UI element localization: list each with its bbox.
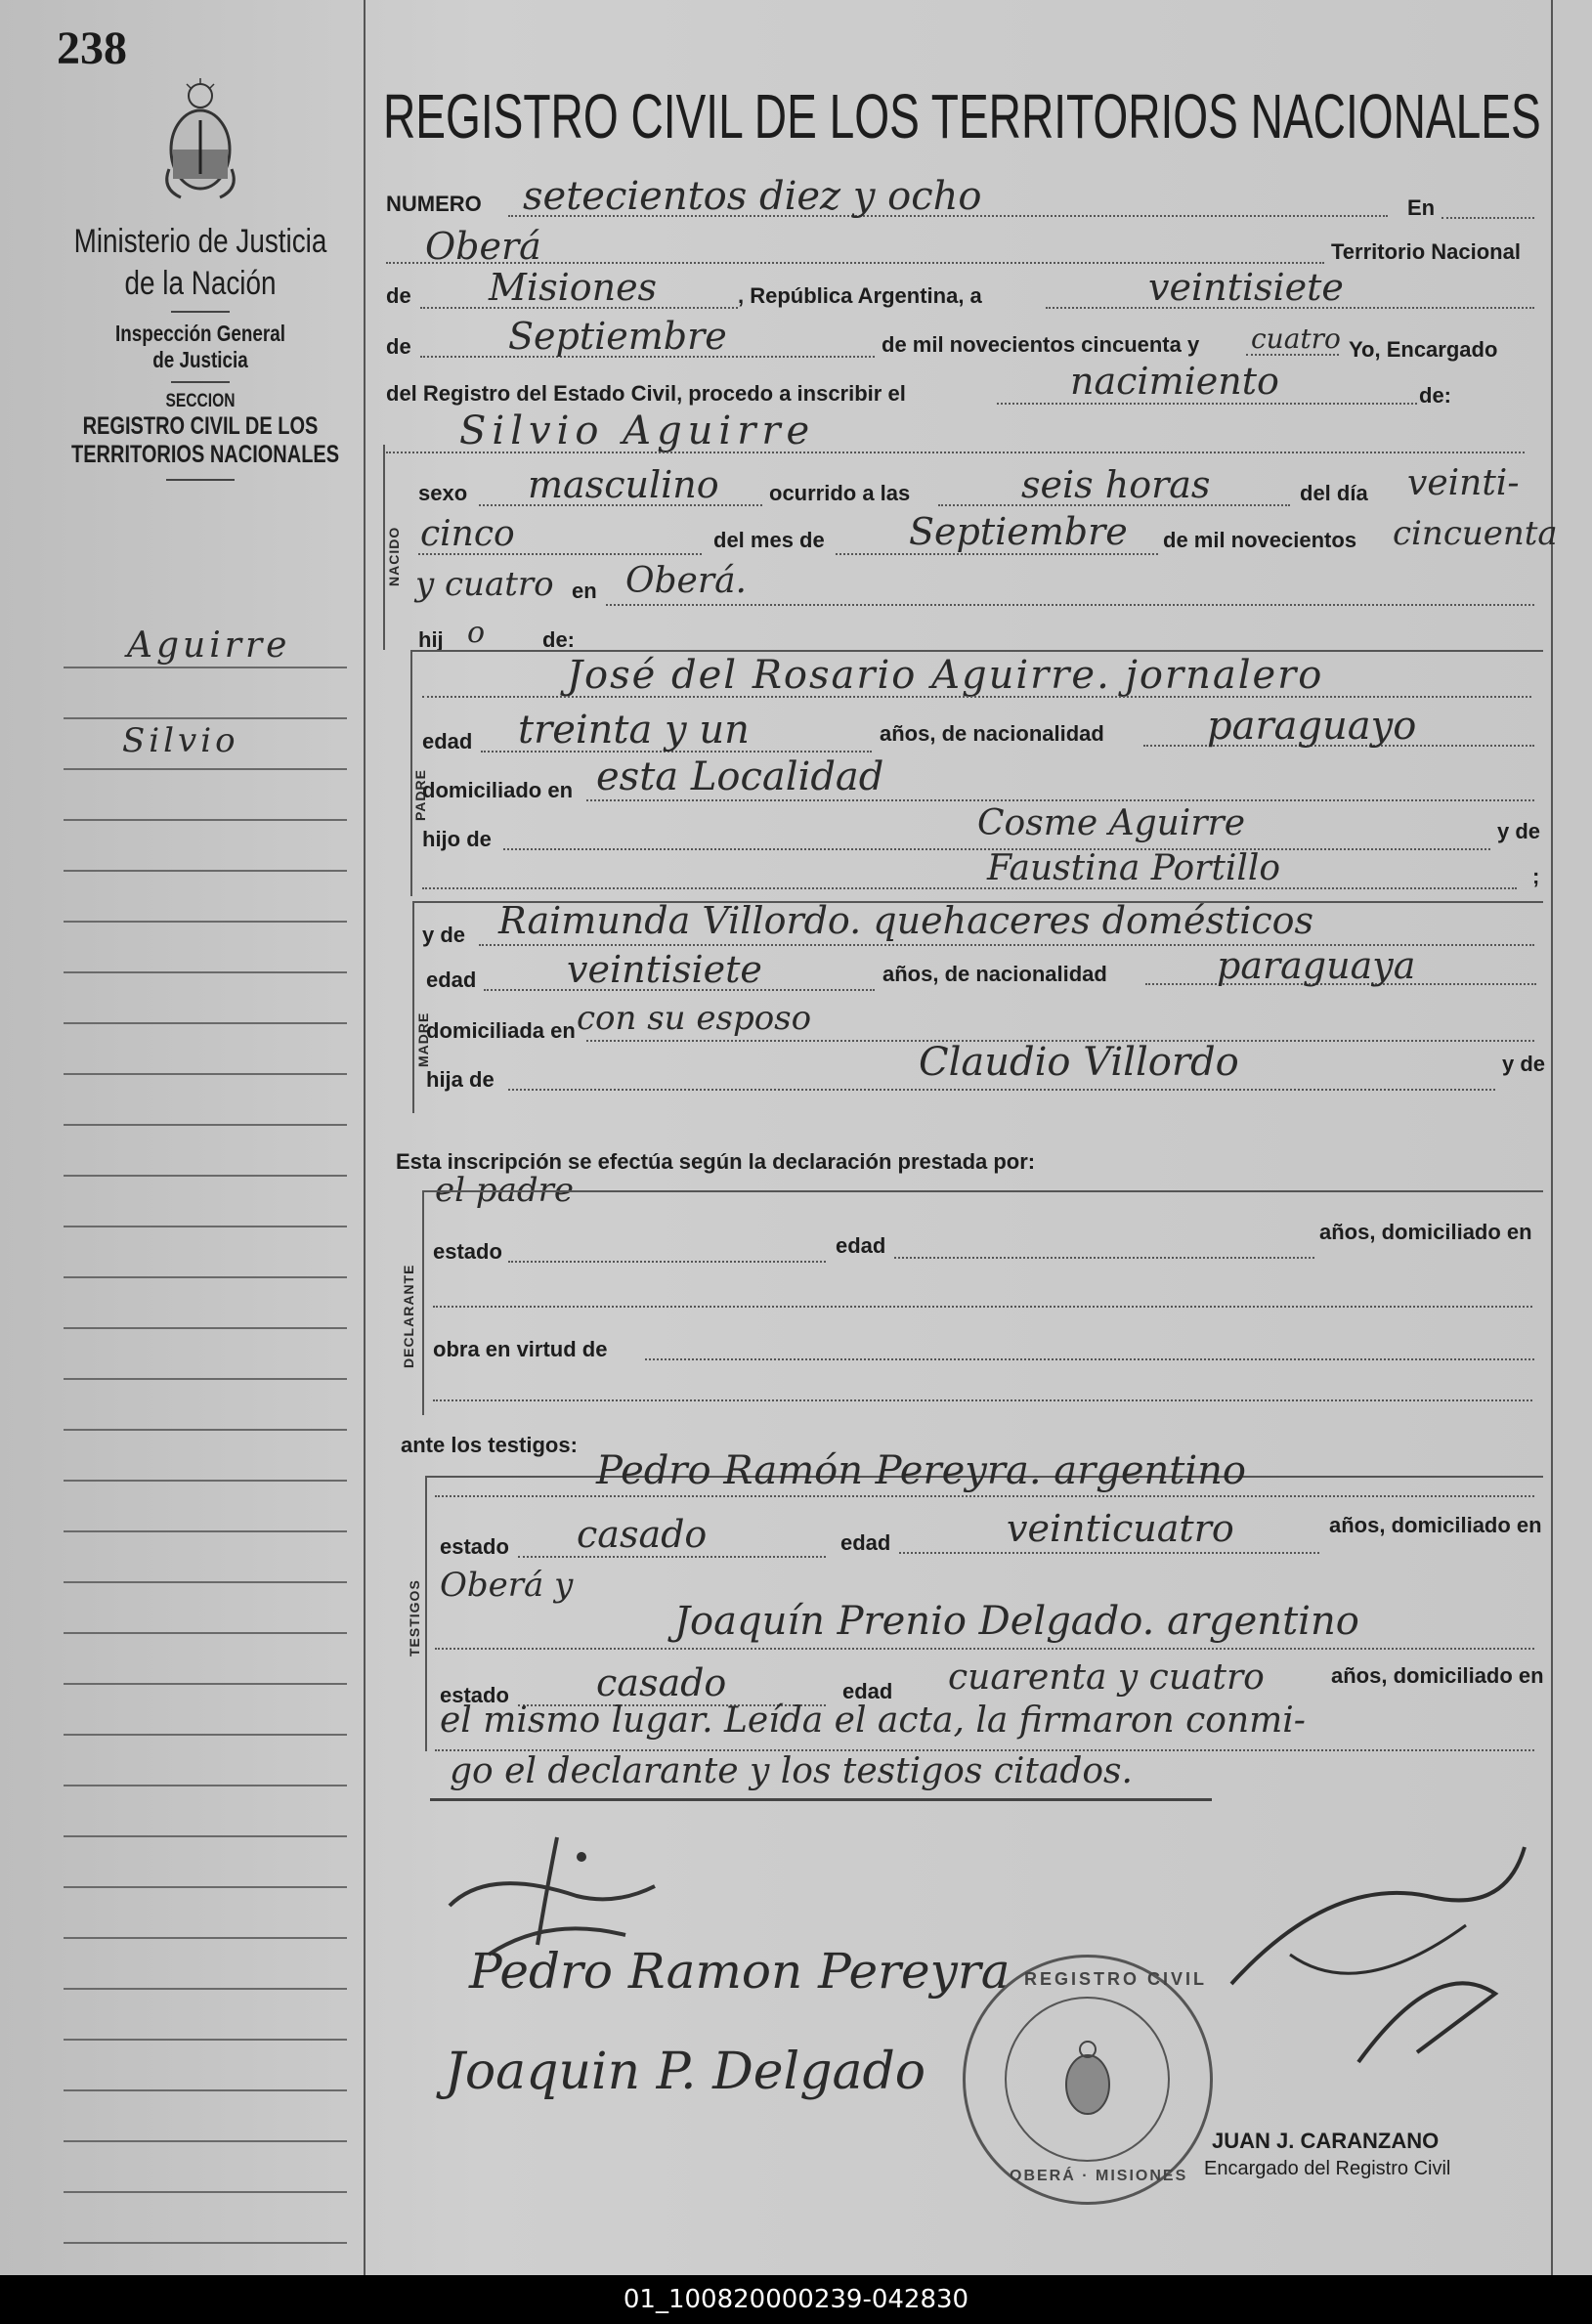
madre-nac-value: paraguaya <box>1217 944 1416 987</box>
year-value: cuatro <box>1251 323 1341 355</box>
testigo-1-estado-line <box>518 1556 826 1558</box>
testigo-2-line <box>435 1648 1534 1650</box>
declarante-edad-line <box>894 1257 1314 1259</box>
territorio-label: Territorio Nacional <box>1331 239 1521 264</box>
margin-ruled-line <box>64 1276 347 1278</box>
declarante-anos-label: años, domiciliado en <box>1319 1220 1532 1244</box>
inspection-line-1: Inspección General <box>114 321 285 346</box>
margin-given-name: Silvio <box>122 721 239 760</box>
margin-ruled-line <box>64 1581 347 1583</box>
margin-ruled-line <box>64 921 347 923</box>
margin-ruled-line <box>64 819 347 821</box>
registrant-name: Silvio Aguirre <box>459 409 816 453</box>
declarante-final-line <box>433 1399 1532 1401</box>
ministry-line-1: Ministerio de Justicia <box>73 223 327 260</box>
testigo-2-edad-value: cuarenta y cuatro <box>948 1657 1265 1698</box>
mes-line <box>836 553 1158 555</box>
margin-ruled-line <box>64 1632 347 1634</box>
margin-ruled-line <box>64 1937 347 1939</box>
anio-value-a: cincuenta <box>1393 514 1558 553</box>
padre-domicilio-label: domiciliado en <box>422 778 574 802</box>
padre-edad-label: edad <box>422 729 473 753</box>
margin-ruled-line <box>64 1886 347 1888</box>
anio-value-b: y cuatro <box>415 565 554 604</box>
ministry-divider <box>171 311 230 313</box>
padre-domicilio-line <box>586 799 1534 801</box>
madre-edad-label: edad <box>426 968 477 992</box>
de-label-2: de <box>386 334 411 359</box>
padre-y-de-label: y de <box>1497 819 1541 843</box>
padre-edad-value: treinta y un <box>518 708 750 753</box>
registry-seal <box>963 1955 1213 2205</box>
republica-label: , República Argentina, a <box>738 283 982 308</box>
margin-surname: Aguirre <box>127 625 291 666</box>
testigo-2-anos-label: años, domiciliado en <box>1331 1663 1544 1688</box>
image-id-footer: 01_100820000239-042830 <box>0 2275 1592 2324</box>
month-value: Septiembre <box>508 315 727 358</box>
padre-hijo-label: hijo de <box>422 827 492 851</box>
madre-side-label: MADRE <box>415 1011 431 1067</box>
madre-domicilio-value: con su esposo <box>577 999 812 1038</box>
margin-ruled-line <box>64 1327 347 1329</box>
official-signature-icon <box>1212 1837 1544 2096</box>
numero-value: setecientos diez y ocho <box>523 174 982 219</box>
closing-underline <box>430 1798 1212 1801</box>
en-line <box>1441 217 1534 219</box>
nacido-side-label: NACIDO <box>386 526 402 586</box>
testigo-1-estado-value: casado <box>577 1513 708 1556</box>
yo-label: Yo, Encargado <box>1349 337 1498 362</box>
inspection-divider <box>171 381 230 383</box>
inspection-line-2: de Justicia <box>152 347 248 372</box>
margin-ruled-line <box>64 2140 347 2142</box>
witness-2-signature: Joaquin P. Delgado <box>445 2043 926 2101</box>
margin-ruled-line <box>64 1683 347 1685</box>
official-title: Encargado del Registro Civil <box>1204 2158 1451 2179</box>
madre-y-de-label-2: y de <box>1502 1052 1546 1076</box>
padre-madre-line <box>422 887 1517 889</box>
padre-madre-value: Faustina Portillo <box>987 848 1281 888</box>
madre-anos-label: años, de nacionalidad <box>882 962 1107 986</box>
testigo-1-edad-value: veinticuatro <box>1007 1507 1234 1550</box>
folio-number: 238 <box>57 22 127 74</box>
declarante-side-label: DECLARANTE <box>401 1264 416 1368</box>
margin-ruled-line <box>64 1429 347 1431</box>
madre-hija-line <box>508 1089 1495 1091</box>
margin-ruled-line <box>64 2039 347 2041</box>
madre-edad-value: veintisiete <box>567 948 762 991</box>
margin-ruled-line <box>64 1022 347 1024</box>
margin-ruled-line <box>64 1835 347 1837</box>
mil-label: de mil novecientos <box>1163 528 1357 552</box>
lugar-value: Oberá. <box>625 561 747 601</box>
margin-ruled-line <box>64 1480 347 1482</box>
declarante-name: el padre <box>435 1171 574 1210</box>
testigo-1-anos-label: años, domiciliado en <box>1329 1513 1542 1537</box>
declarante-obra-label: obra en virtud de <box>433 1337 608 1361</box>
padre-name-line <box>422 696 1531 698</box>
dia-value-a: veinti- <box>1407 463 1520 503</box>
padre-side-label: PADRE <box>412 769 428 821</box>
padre-semicolon: ; <box>1532 864 1540 888</box>
del-mes-label: del mes de <box>713 528 825 552</box>
testigos-intro: ante los testigos: <box>401 1433 578 1457</box>
margin-ruled-line <box>64 2242 347 2244</box>
closing-line-2: go el declarante y los testigos citados. <box>450 1751 1133 1791</box>
testigo-1-edad-label: edad <box>840 1530 891 1555</box>
testigos-side-label: TESTIGOS <box>407 1579 422 1657</box>
de-label-1: de <box>386 283 411 308</box>
en-label: En <box>1407 195 1436 220</box>
madre-y-de-label: y de <box>422 923 466 947</box>
margin-rule <box>364 0 366 2275</box>
margin-ruled-line <box>64 768 347 770</box>
margin-ruled-line <box>64 1073 347 1075</box>
section-line-1: REGISTRO CIVIL DE LOS <box>82 412 319 440</box>
padre-padre-value: Cosme Aguirre <box>977 803 1246 843</box>
right-edge-rule <box>1551 0 1553 2275</box>
coat-of-arms-icon <box>151 76 249 203</box>
margin-ruled-line <box>64 1734 347 1736</box>
seal-bottom-text: OBERÁ · MISIONES <box>1010 2168 1188 2184</box>
padre-domicilio-value: esta Localidad <box>596 754 884 799</box>
testigo-1-edad-line <box>899 1552 1319 1554</box>
year-label: de mil novecientos cincuenta y <box>882 332 1200 357</box>
declarante-estado-line <box>508 1261 826 1263</box>
margin-ruled-line <box>64 2191 347 2193</box>
madre-hija-label: hija de <box>426 1067 495 1092</box>
margin-ruled-line <box>64 1175 347 1177</box>
lugar-line <box>606 604 1534 606</box>
padre-name: José del Rosario Aguirre. jornalero <box>567 653 1324 698</box>
testigo-1-name: Pedro Ramón Pereyra. argentino <box>596 1448 1246 1493</box>
act-line <box>997 403 1417 405</box>
margin-ruled-line <box>64 1124 347 1126</box>
registro-label: del Registro del Estado Civil, procedo a inscribir el <box>386 381 906 406</box>
testigo-1-line <box>435 1495 1534 1497</box>
de-colon-label: de: <box>1419 383 1451 408</box>
dia-value-b: cinco <box>420 514 515 554</box>
hij-de-label: de: <box>542 627 575 652</box>
margin-ruled-line <box>64 1785 347 1786</box>
declarante-edad-label: edad <box>836 1233 886 1258</box>
padre-anos-label: años, de nacionalidad <box>880 721 1104 746</box>
section-line-2: TERRITORIOS NACIONALES <box>71 441 340 468</box>
seal-top-text: REGISTRO CIVIL <box>1024 1969 1208 1989</box>
section-label: SECCION <box>165 391 236 411</box>
sexo-value: masculino <box>528 463 719 506</box>
margin-ruled-line <box>64 870 347 872</box>
day-value: veintisiete <box>1148 266 1344 309</box>
testigo-2-estado-label: estado <box>440 1683 509 1707</box>
en-lugar-label: en <box>572 579 597 603</box>
hij-label: hij <box>418 627 444 652</box>
margin-ruled-line <box>64 667 347 668</box>
page-title: REGISTRO CIVIL DE LOS TERRITORIOS NACIONALES <box>383 81 1541 151</box>
territory-value: Misiones <box>489 266 658 309</box>
testigo-2-name: Joaquín Prenio Delgado. argentino <box>674 1599 1359 1644</box>
margin-ruled-line <box>64 2089 347 2091</box>
madre-padre-value: Claudio Villordo <box>919 1040 1239 1085</box>
act-value: nacimiento <box>1070 360 1279 403</box>
madre-name: Raimunda Villordo. quehaceres domésticos <box>498 899 1314 942</box>
place-line <box>386 262 1324 264</box>
margin-ruled-line <box>64 971 347 973</box>
margin-ruled-line <box>64 1530 347 1532</box>
testigo-1-dom-value: Oberá y <box>440 1566 574 1605</box>
section-divider <box>166 479 235 481</box>
sexo-label: sexo <box>418 481 468 505</box>
numero-label: NUMERO <box>386 192 482 216</box>
ocurrido-label: ocurrido a las <box>769 481 911 505</box>
margin-ruled-line <box>64 1988 347 1990</box>
seal-emblem-icon <box>1058 2036 1117 2129</box>
testigo-1-estado-label: estado <box>440 1534 509 1559</box>
hij-value: o <box>467 616 486 650</box>
madre-domicilio-label: domiciliada en <box>426 1018 576 1043</box>
padre-nac-value: paraguayo <box>1207 704 1417 749</box>
declarante-estado-label: estado <box>433 1239 502 1264</box>
testigo-2-estado-value: casado <box>596 1661 727 1704</box>
place-value: Oberá <box>425 225 541 268</box>
dia-line <box>418 553 702 555</box>
testigo-2-edad-label: edad <box>842 1679 893 1703</box>
hora-value: seis horas <box>1021 463 1211 506</box>
witness-1-signature: Pedro Ramon Pereyra <box>469 1943 1011 2000</box>
official-name: JUAN J. CARANZANO <box>1212 2129 1440 2153</box>
declarante-blank-line <box>433 1306 1532 1308</box>
ministry-line-2: de la Nación <box>124 265 277 302</box>
declarante-intro: Esta inscripción se efectúa según la declaración prestada por: <box>396 1149 1036 1174</box>
closing-line-1: el mismo lugar. Leída el acta, la firmaron conmi- <box>440 1700 1306 1741</box>
declarante-obra-line <box>645 1358 1534 1360</box>
margin-ruled-line <box>64 717 347 719</box>
margin-ruled-line <box>64 1378 347 1380</box>
del-dia-label: del día <box>1300 481 1368 505</box>
margin-ruled-line <box>64 1226 347 1227</box>
mes-value: Septiembre <box>909 510 1128 553</box>
